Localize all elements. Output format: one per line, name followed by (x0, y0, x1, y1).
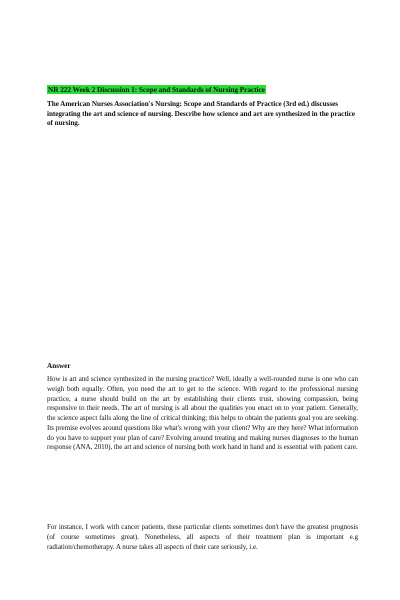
discussion-prompt: The American Nurses Association's Nursing: Scope and Standards of Practice (3rd ed.) discusses integrating the art and science of nursing. Describe how science and art are synthesized in the practice of nursing. (47, 100, 355, 128)
answer-paragraph-2: For instance, I work with cancer patients, these particular clients sometimes don't have the greatest prognosis (of course sometimes great). Nonetheless, all aspects of their treatment plan is important e.g radiation/chemotherapy. A nurse takes all aspects of their care seriously, i.e. (47, 523, 358, 551)
answer-paragraph-1: How is art and science synthesized in the nursing practice? Well, ideally a well-rounded nurse is one who can weigh both equally. Often, you need the art to get to the science. With regard to the professional nursing practice, a nurse should build on the art by establishing their clients trust, showing compassion, being responsive to their needs. The art of nursing is all about the qualities you enact on to your patient. Generally, the science aspect falls along the line of critical thinking; this helps to obtain the patients goal you are seeking. Its premise evolves around questions like what's wrong with your client? Why are they here? What information do you have to support your plan of care? Evolving around treating and making nurses diagnoses to the human response (ANA, 2010), the art and science of nursing both work hand in hand and is essential with patient care. (47, 375, 358, 452)
answer-heading: Answer (47, 362, 71, 370)
document-title-line (47, 83, 347, 95)
document-title: NR 222 Week 2 Discussion 1: Scope and Standards of Nursing Practice (48, 85, 265, 94)
